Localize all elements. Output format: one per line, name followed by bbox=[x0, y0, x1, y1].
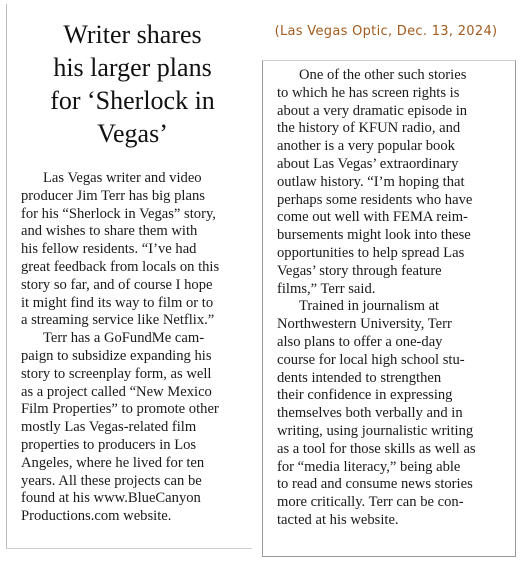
text-line: Film Properties” to promote other bbox=[21, 401, 219, 418]
left-column-text bbox=[21, 170, 244, 526]
text-line: a streaming service like Netflix.” bbox=[21, 312, 215, 329]
text-line: come out well with FEMA reim- bbox=[277, 209, 468, 226]
text-line: One of the other such stories bbox=[299, 67, 467, 83]
text-line: opportunities to help spread Las bbox=[277, 244, 465, 261]
text-line: another is a very popular book bbox=[277, 138, 455, 155]
text-line: Terr has a GoFundMe cam- bbox=[43, 330, 205, 347]
text-line: their confidence in expressing bbox=[277, 387, 453, 404]
text-line: about Las Vegas’ extraordinary bbox=[277, 155, 459, 172]
text-line: mostly Las Vegas-related film bbox=[21, 419, 197, 436]
text-line: about a very dramatic episode in bbox=[277, 102, 468, 119]
headline-line: Vegas’ bbox=[97, 119, 168, 148]
text-line: films,” Terr said. bbox=[277, 280, 376, 297]
text-line: Productions.com website. bbox=[21, 508, 172, 525]
text-line: writing, using journalistic writing bbox=[277, 422, 474, 439]
text-line: Vegas’ story through feature bbox=[277, 262, 442, 279]
source-byline: (Las Vegas Optic, Dec. 13, 2024) bbox=[274, 24, 498, 39]
text-line: his fellow residents. “I’ve had bbox=[21, 241, 197, 258]
text-line: to which he has screen rights is bbox=[277, 84, 460, 101]
text-line: for his “Sherlock in Vegas” story, bbox=[21, 205, 216, 222]
headline-line: for ‘Sherlock in bbox=[50, 86, 215, 115]
text-line: dents intended to strengthen bbox=[277, 369, 442, 386]
text-line: it might find its way to film or to bbox=[21, 294, 214, 311]
text-line: course for local high school stu- bbox=[277, 351, 465, 368]
text-line: found at his www.BlueCanyon bbox=[21, 490, 201, 507]
text-line: and wishes to share them with bbox=[21, 223, 198, 240]
text-line: paign to subsidize expanding his bbox=[21, 347, 212, 364]
text-line: also plans to offer a one-day bbox=[277, 333, 443, 350]
text-line: themselves both verbally and in bbox=[277, 405, 463, 422]
text-line: story to screenplay form, as well bbox=[21, 365, 212, 382]
right-column bbox=[262, 60, 516, 557]
text-line: to read and consume news stories bbox=[277, 476, 473, 493]
text-line: for “media literacy,” being able bbox=[277, 458, 461, 475]
text-line: producer Jim Terr has big plans bbox=[21, 187, 205, 204]
text-line: perhaps some residents who have bbox=[277, 191, 473, 208]
text-line: Trained in journalism at bbox=[299, 298, 440, 315]
right-column-text bbox=[277, 67, 509, 530]
headline bbox=[21, 18, 244, 150]
text-line: the history of KFUN radio, and bbox=[277, 120, 461, 137]
text-line: Las Vegas writer and video bbox=[43, 170, 202, 186]
text-line: outlaw history. “I’m hoping that bbox=[277, 173, 465, 190]
text-line: great feedback from locals on this bbox=[21, 258, 220, 275]
text-line: as a project called “New Mexico bbox=[21, 383, 212, 400]
headline-line: Writer shares bbox=[63, 20, 202, 49]
text-line: bursements might look into these bbox=[277, 227, 471, 244]
text-line: Northwestern University, Terr bbox=[277, 316, 452, 333]
text-line: tacted at his website. bbox=[277, 511, 399, 528]
text-line: Angeles, where he lived for ten bbox=[21, 454, 205, 471]
text-line: years. All these projects can be bbox=[21, 472, 202, 489]
text-line: as a tool for those skills as well as bbox=[277, 440, 476, 457]
text-line: story so far, and of course I hope bbox=[21, 276, 213, 293]
text-line: properties to producers in Los bbox=[21, 436, 197, 453]
left-column bbox=[6, 4, 252, 549]
headline-line: his larger plans bbox=[53, 53, 212, 82]
text-line: more critically. Terr can be con- bbox=[277, 494, 464, 511]
